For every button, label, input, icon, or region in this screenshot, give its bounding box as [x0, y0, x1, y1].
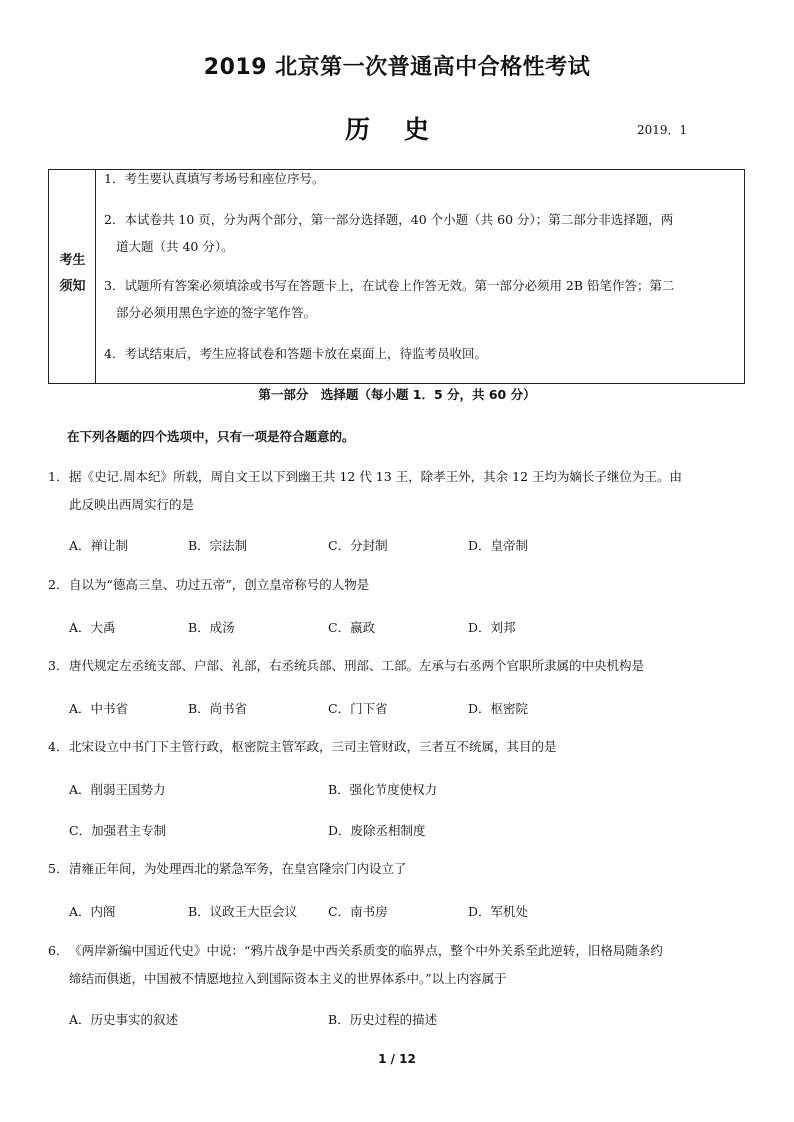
- q4-option-d[interactable]: D．废除丞相制度: [328, 823, 426, 838]
- q1-option-a[interactable]: A．禅让制: [69, 538, 129, 553]
- notice-item-3: 3．试题所有答案必须填涂或书写在答题卡上，在试卷上作答无效。第一部分必须用 2B 铅笔作答；第二: [104, 278, 675, 293]
- q5-option-d[interactable]: D．军机处: [468, 904, 529, 919]
- q5-option-a[interactable]: A．内阁: [69, 904, 116, 919]
- q2-option-a[interactable]: A．大禹: [69, 620, 116, 635]
- question-number: 1．: [48, 469, 69, 484]
- q1-option-b[interactable]: B．宗法制: [188, 538, 248, 553]
- subject-title: 历史: [345, 115, 464, 144]
- question-text-cont: 缔结而俱逝，中国被不情愿地拉入到国际资本主义的世界体系中。”以上内容属于: [69, 971, 507, 986]
- part-header: 第一部分 选择题（每小题 1．5 分，共 60 分）: [258, 387, 536, 402]
- q2-option-d[interactable]: D．刘邦: [468, 620, 516, 635]
- question-number: 5．: [48, 861, 69, 876]
- q6-option-b[interactable]: B．历史过程的描述: [328, 1012, 438, 1027]
- q5-option-c[interactable]: C．南书房: [328, 904, 388, 919]
- exam-title: 2019 北京第一次普通高中合格性考试: [203, 55, 591, 80]
- question-text: 自以为“德高三皇、功过五帝”，创立皇帝称号的人物是: [69, 577, 370, 592]
- question-text: 北宋设立中书门下主管行政，枢密院主管军政，三司主管财政，三者互不统属，其目的是: [69, 739, 557, 754]
- question-text: 清雍正年间，为处理西北的紧急军务，在皇宫隆宗门内设立了: [69, 861, 407, 876]
- question-3: [48, 652, 748, 680]
- question-text-cont: 此反映出西周实行的是: [69, 497, 195, 512]
- question-text: 《两岸新编中国近代史》中说：“鸦片战争是中西关系质变的临界点，整个中外关系至此逆转，旧格局随条约: [69, 943, 663, 958]
- q3-option-a[interactable]: A．中书省: [69, 701, 129, 716]
- page-number: 1 / 12: [378, 1052, 416, 1066]
- question-number: 3．: [48, 658, 69, 673]
- q3-option-d[interactable]: D．枢密院: [468, 701, 529, 716]
- question-6: [48, 937, 748, 993]
- notice-item-4: 4．考试结束后，考生应将试卷和答题卡放在桌面上，待监考员收回。: [104, 346, 487, 361]
- question-4: [48, 733, 748, 761]
- q2-option-b[interactable]: B．成汤: [188, 620, 235, 635]
- question-2: [48, 571, 748, 599]
- notice-label-line2: 须知: [59, 279, 86, 294]
- notice-item-1: 1．考生要认真填写考场号和座位序号。: [104, 171, 325, 186]
- q4-option-c[interactable]: C．加强君主专制: [69, 823, 167, 838]
- notice-label: [49, 170, 96, 383]
- q4-option-a[interactable]: A．削弱王国势力: [69, 782, 166, 797]
- notice-item-3-cont: 部分必须用黑色字迹的签字笔作答。: [116, 305, 317, 320]
- question-number: 6．: [48, 943, 69, 958]
- q3-option-c[interactable]: C．门下省: [328, 701, 388, 716]
- question-text: 唐代规定左丞统支部、户部、礼部，右丞统兵部、刑部、工部。左承与右丞两个官职所隶属的中央机构是: [69, 658, 645, 673]
- notice-item-2-cont: 道大题（共 40 分）。: [116, 239, 234, 254]
- q1-option-d[interactable]: D．皇帝制: [468, 538, 529, 553]
- q1-option-c[interactable]: C．分封制: [328, 538, 388, 553]
- notice-label-line1: 考生: [59, 253, 86, 268]
- question-1: [48, 463, 748, 519]
- instruction: 在下列各题的四个选项中，只有一项是符合题意的。: [67, 429, 355, 444]
- q5-option-b[interactable]: B．议政王大臣会议: [188, 904, 298, 919]
- q3-option-b[interactable]: B．尚书省: [188, 701, 248, 716]
- question-number: 2．: [48, 577, 69, 592]
- question-number: 4．: [48, 739, 69, 754]
- q4-option-b[interactable]: B．强化节度使权力: [328, 782, 438, 797]
- q6-option-a[interactable]: A．历史事实的叙述: [69, 1012, 179, 1027]
- notice-item-2: 2．本试卷共 10 页，分为两个部分，第一部分选择题，40 个小题（共 60 分）；第二部分非选择题，两: [104, 212, 674, 227]
- exam-date: 2019．1: [637, 123, 688, 137]
- question-text: 据《史记.周本纪》所载，周自文王以下到幽王共 12 代 13 王，除孝王外，其余 12 王均为嫡长子继位为王。由: [69, 469, 683, 484]
- notice-box: [48, 169, 745, 384]
- q2-option-c[interactable]: C．嬴政: [328, 620, 376, 635]
- question-5: [48, 855, 748, 883]
